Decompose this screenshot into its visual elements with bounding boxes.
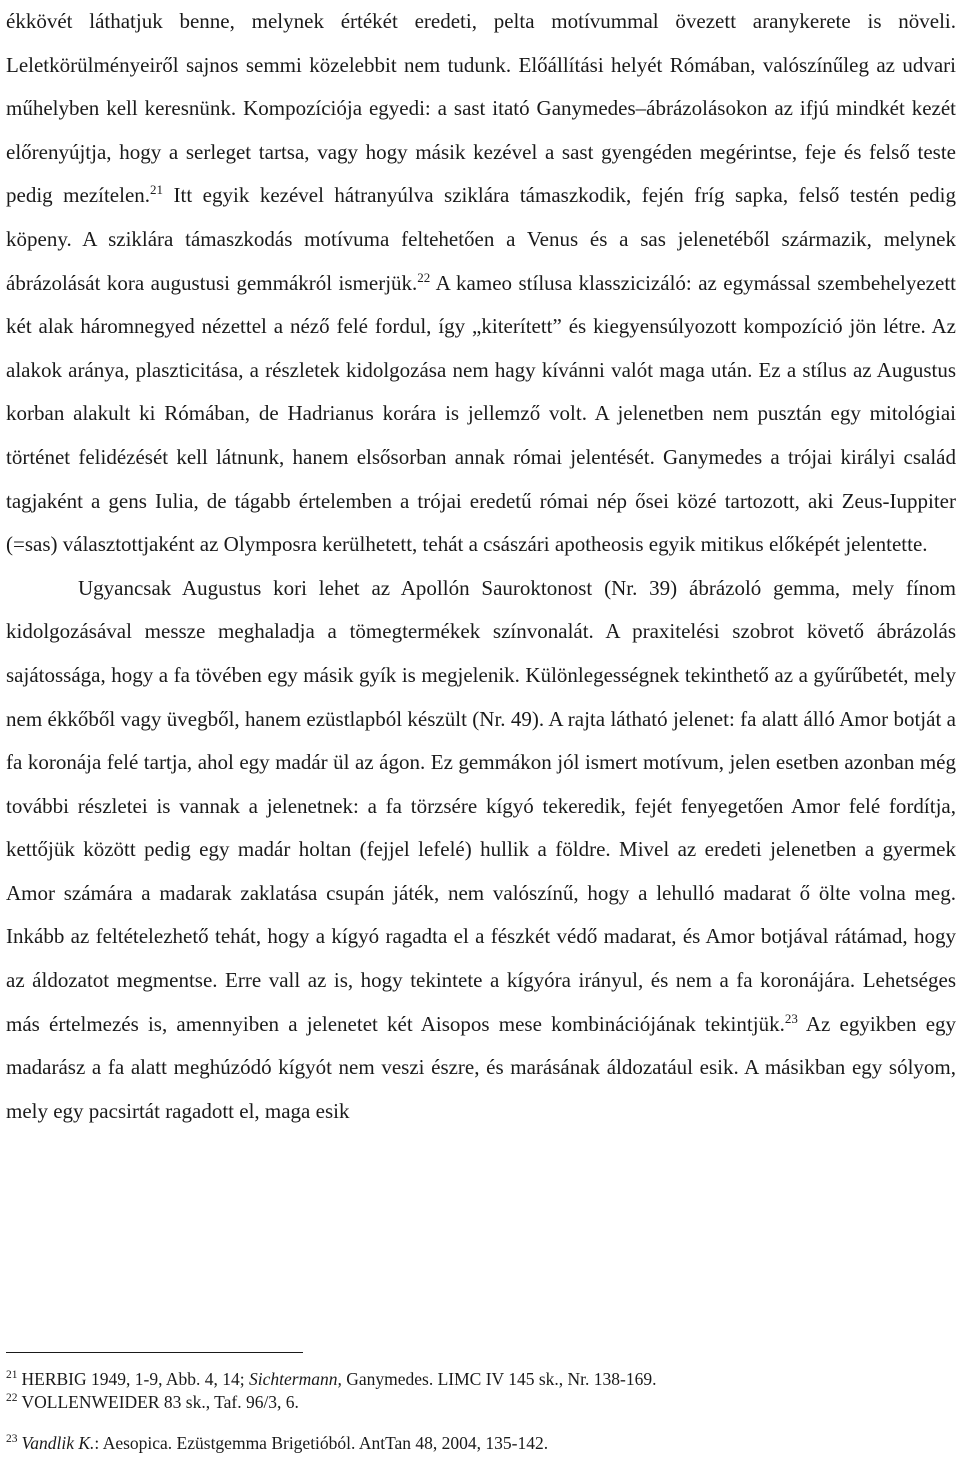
footnote-separator (6, 1352, 303, 1353)
footnote-number: 22 (6, 1392, 18, 1405)
footnote-21 (6, 1368, 956, 1391)
footnote-number: 21 (6, 1369, 18, 1382)
italic-text: Sichtermann, (249, 1369, 342, 1389)
footnote-23 (6, 1432, 956, 1455)
text-run: ékkövét láthatjuk benne, melynek értékét eredeti, pelta motívummal övezett aranykerete is növeli. Leletkörülményeiről sajnos semmi közelebbit nem tudunk. Előállítási helyét Rómában, valószínűleg az udvari műhelyben kell keresnünk. Kompozíciója egyedi: a sast itató Ganymedes–ábrázolásokon az ifjú mindkét kezét előrenyújtja, hogy a serleget tartsa, vagy hogy másik kezével a sast gyengéden megérintse, feje és felső teste pedig mezítelen. (6, 9, 956, 208)
main-text (6, 0, 956, 1133)
italic-text: Vandlik K. (21, 1433, 95, 1453)
text-run: Itt egyik kezével hátranyúlva sziklára támaszkodik, fején fríg sapka, felső testén pedig köpeny. A sziklára támaszkodás motívuma feltehetően a Venus és a sas jelenetéből származik, melynek ábrázolását kora augustusi gemmákról ismerjük. (6, 183, 957, 295)
paragraph (6, 0, 956, 567)
page-body (6, 0, 956, 1133)
text-run: Ugyancsak Augustus kori lehet az Apollón Sauroktonost (Nr. 39) ábrázoló gemma, mely fínom kidolgozásával messze meghaladja a tömegtermékek színvonalát. A praxitelési szobrot követő ábrázolás sajátossága, hogy a fa tövében egy másik gyík is megjelenik. Különlegességnek tekinthető az a gyűrűbetét, mely nem ékkőből vagy üvegből, hanem ezüstlapból készült (Nr. 49). A rajta látható jelenet: fa alatt álló Amor botját a fa koronája felé tartja, ahol egy madár ül az ágon. Ez gemmákon jól ismert motívum, jelen esetben azonban még további részletei is vannak a jelenetnek: a fa törzsére kígyó tekeredik, fejét fenyegetően Amor felé fordítja, kettőjük között pedig egy madár holtan (fejjel lefelé) hullik a földre. Mivel az eredeti jelenetben a gyermek Amor számára a madarak zaklatása csupán játék, nem valószínű, hogy a lehulló madarat ő ölte volna meg. Inkább az feltételezhető tehát, hogy a kígyó ragadta el a fészkét védő madarat, és Amor botjával rátámad, hogy az áldozatot megmentse. Erre vall az is, hogy tekintete a kígyóra irányul, és nem a fa koronájára. Lehetséges más értelmezés is, amennyiben a jelenetet két Aisopos mese kombinációjának tekintjük. (6, 575, 956, 1036)
text-run: HERBIG 1949, 1-9, Abb. 4, 14; (21, 1369, 249, 1389)
paragraph (6, 567, 956, 1134)
text-run: Az egyikben egy madarász a fa alatt meghúzódó kígyót nem veszi észre, és marásának áldozatául esik. A másikban egy sólyom, mely egy pacsirtát ragadott el, maga esik (6, 1011, 957, 1123)
text-run: A kameo stílusa klasszicizáló: az egymással szembehelyezett két alak háromnegyed nézettel a néző felé fordul, így „kiterített” és kiegyensúlyozott kompozíció jön létre. Az alakok aránya, plaszticitása, a részletek kidolgozása nem hagy kívánni valót maga után. Ez a stílus az Augustus korban alakult ki Rómában, de Hadrianus korára is jellemző volt. A jelenetben nem pusztán egy mitológiai történet felidézését kell látnunk, hanem elsősorban annak római jelentését. Ganymedes a trójai királyi család tagjaként a gens Iulia, de tágabb értelemben a trójai eredetű római nép ősei közé tartozott, aki Zeus-Iuppiter (=sas) választottjaként az Olymposra kerülhetett, tehát a császári apotheosis egyik mitikus előképét jelentette. (6, 270, 956, 557)
footnote-reference: 23 (784, 1010, 798, 1026)
text-run: Ganymedes. LIMC IV 145 sk., Nr. 138-169. (341, 1369, 657, 1389)
footnote-number: 23 (6, 1433, 18, 1446)
text-run: VOLLENWEIDER 83 sk., Taf. 96/3, 6. (21, 1392, 299, 1412)
footnote-reference: 21 (150, 182, 164, 198)
footnotes (6, 1368, 956, 1455)
footnote-reference: 22 (417, 269, 431, 285)
footnote-22 (6, 1391, 956, 1414)
text-run: : Aesopica. Ezüstgemma Brigetióból. AntTan 48, 2004, 135-142. (94, 1433, 549, 1453)
